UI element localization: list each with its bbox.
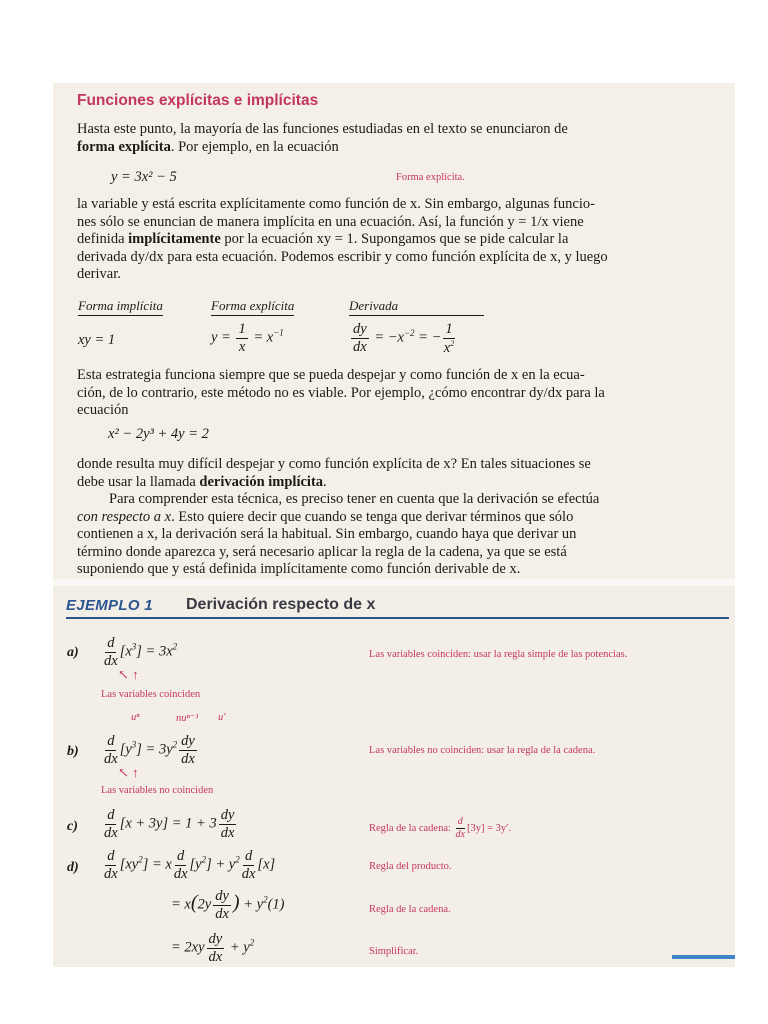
fraction: $\frac{1}{x^2}$ [443, 321, 455, 356]
item-label-c: c) [67, 819, 78, 834]
paragraph-technique [77, 491, 713, 579]
equation-note: Forma explícita. [396, 172, 465, 183]
text-run: debe usar la llamada [77, 473, 200, 490]
fraction: $\frac{d}{dx}$ [173, 848, 188, 882]
paragraph-line [77, 139, 713, 157]
text-run: . Esto quiere decir que cuando se tenga que derivar términos que sólo [171, 508, 574, 525]
paragraph-line: ecuación [77, 402, 129, 419]
equation-d-line3: = 2xy $\frac{dy}{dx}$ + $y^2$ [171, 931, 255, 965]
annotation-n-u-n-minus-1: nuⁿ⁻¹ [176, 713, 199, 724]
paragraph-line: término donde aparezca y, será necesario aplicar la regla de la cadena, ya que se está [77, 543, 567, 560]
text-run: . Por ejemplo, en la ecuación [170, 138, 339, 155]
paragraph-line: Esta estrategia funciona siempre que se pueda despejar y como función de x en la ecua- [77, 367, 585, 383]
fraction: $\frac{dy}{dx}$ [353, 321, 367, 355]
paragraph-line [77, 474, 713, 492]
paragraph-line: contienen a x, la derivación será la habitual. Sin embargo, cuando haya que derivar un [77, 526, 577, 543]
paragraph-intro [77, 121, 713, 156]
annotation-u-n: uⁿ [131, 712, 140, 723]
paragraph-line: suponiendo que y está definida implícitamente como función derivable de x. [77, 561, 521, 578]
paragraph-line: nes sólo se enuncian de manera implícita en una ecuación. Así, la función y = 1/x viene [77, 213, 584, 230]
text-run: . [323, 473, 327, 490]
note-d3: Simplificar. [369, 946, 419, 957]
row-explicit-form: y = $\frac{1}{x}$ = $x^{-1}$ [211, 321, 284, 355]
paragraph-line [77, 231, 713, 249]
row-implicit-form: xy = 1 [78, 332, 116, 348]
column-header-derivative: Derivada [349, 298, 484, 316]
fraction: $\frac{d}{dx}$ [104, 733, 118, 767]
text-run: definida [77, 231, 129, 248]
caption-b: Las variables no coinciden [101, 785, 214, 796]
equation-b: $\frac{d}{dx}$ $[y^3] = 3y^2$ $\frac{dy}{dx}$ [104, 733, 195, 767]
fraction: $\frac{1}{x}$ [238, 321, 246, 355]
paragraph-line: ción, de lo contrario, este método no es viable. Por ejemplo, ¿cómo encontrar dy/dx para la [77, 384, 605, 401]
paragraph-implicit-derivation [77, 456, 713, 491]
paragraph-line: derivar. [77, 266, 121, 283]
arrow-icon: ↖ ↑ [118, 765, 139, 780]
bold-term: implícitamente [128, 231, 221, 248]
column-header-explicit: Forma explícita [211, 298, 294, 316]
page-gap [53, 579, 735, 586]
note-b: Las variables no coinciden: usar la regla de la cadena. [369, 745, 596, 756]
row-derivative-form: $\frac{dy}{dx}$ = $-x^{-2}$ = − $\frac{1}{x^2}$ [353, 321, 455, 356]
fraction: $\frac{dy}{dx}$ [215, 888, 229, 922]
caption-a: Las variables coinciden [101, 689, 201, 700]
note-text: [3y] = 3y′. [467, 822, 512, 834]
fraction: $\frac{dy}{dx}$ [181, 733, 195, 767]
italic-term: con respecto a x [77, 508, 172, 525]
note-a: Las variables coinciden: usar la regla simple de las potencias. [369, 649, 628, 660]
equation-d-line1: $\frac{d}{dx}$ $[xy^2] = x$ $\frac{d}{dx}$ $[y^2] + y^2$ $\frac{d}{dx}$ [x] [104, 848, 276, 882]
fraction: $\frac{dy}{dx}$ [208, 931, 223, 965]
note-d1: Regla del producto. [369, 861, 452, 872]
equation-d-line2: = x(2y $\frac{dy}{dx}$ ) + $y^2(1)$ [171, 888, 285, 922]
fraction: $\frac{dy}{dx}$ [220, 807, 235, 841]
paragraph-strategy [77, 367, 713, 420]
column-header-implicit: Forma implícita [78, 298, 163, 316]
section-title: Funciones explícitas e implícitas [77, 92, 319, 109]
paragraph-line [77, 509, 713, 527]
paragraph-line: donde resulta muy difícil despejar y como función explícita de x? En tales situaciones se [77, 456, 591, 472]
paragraph-line: la variable y está escrita explícitamente como función de x. Sin embargo, algunas funcio- [77, 196, 595, 212]
arrow-icon: ↖ ↑ [118, 667, 139, 682]
item-label-b: b) [67, 744, 79, 759]
fraction: $\frac{d}{dx}$ [104, 807, 118, 841]
equation-explicit: y = 3x² − 5 [111, 169, 177, 185]
item-label-a: a) [67, 645, 79, 660]
paragraph-line: Hasta este punto, la mayoría de las funciones estudiadas en el texto se enunciaron de [77, 121, 568, 137]
item-label-d: d) [67, 860, 79, 875]
paragraph-implicit [77, 196, 713, 284]
note-c [369, 817, 511, 840]
bold-term: forma explícita [77, 138, 171, 155]
note-text: Regla de la cadena: [369, 822, 451, 834]
paragraph-line: derivada dy/dx para esta ecuación. Podemos escribir y como función explícita de x, y luego [77, 248, 608, 265]
example-divider [66, 617, 729, 619]
equation-c: $\frac{d}{dx}$ [x + 3y] = 1 + 3 $\frac{dy}{dx}$ [104, 807, 235, 841]
fraction: $\frac{d}{dx}$ [455, 816, 465, 840]
equation-implicit: x² − 2y³ + 4y = 2 [108, 426, 209, 442]
example-label: EJEMPLO 1 [66, 597, 153, 614]
paragraph-line: Para comprender esta técnica, es preciso tener en cuenta que la derivación se efectúa [109, 491, 600, 507]
annotation-u-prime: u′ [218, 712, 226, 723]
bold-term: derivación implícita [199, 473, 324, 490]
equation-a: $\frac{d}{dx}$ $[x^3] = 3x^2$ [104, 635, 178, 669]
fraction: $\frac{d}{dx}$ [104, 635, 118, 669]
fraction: $\frac{d}{dx}$ [241, 848, 256, 882]
fraction: $\frac{d}{dx}$ [104, 848, 118, 882]
text-run: por la ecuación xy = 1. Supongamos que se pide calcular la [220, 231, 569, 248]
page-accent-bar [672, 955, 735, 959]
example-title: Derivación respecto de x [186, 596, 376, 613]
note-d2: Regla de la cadena. [369, 904, 451, 915]
